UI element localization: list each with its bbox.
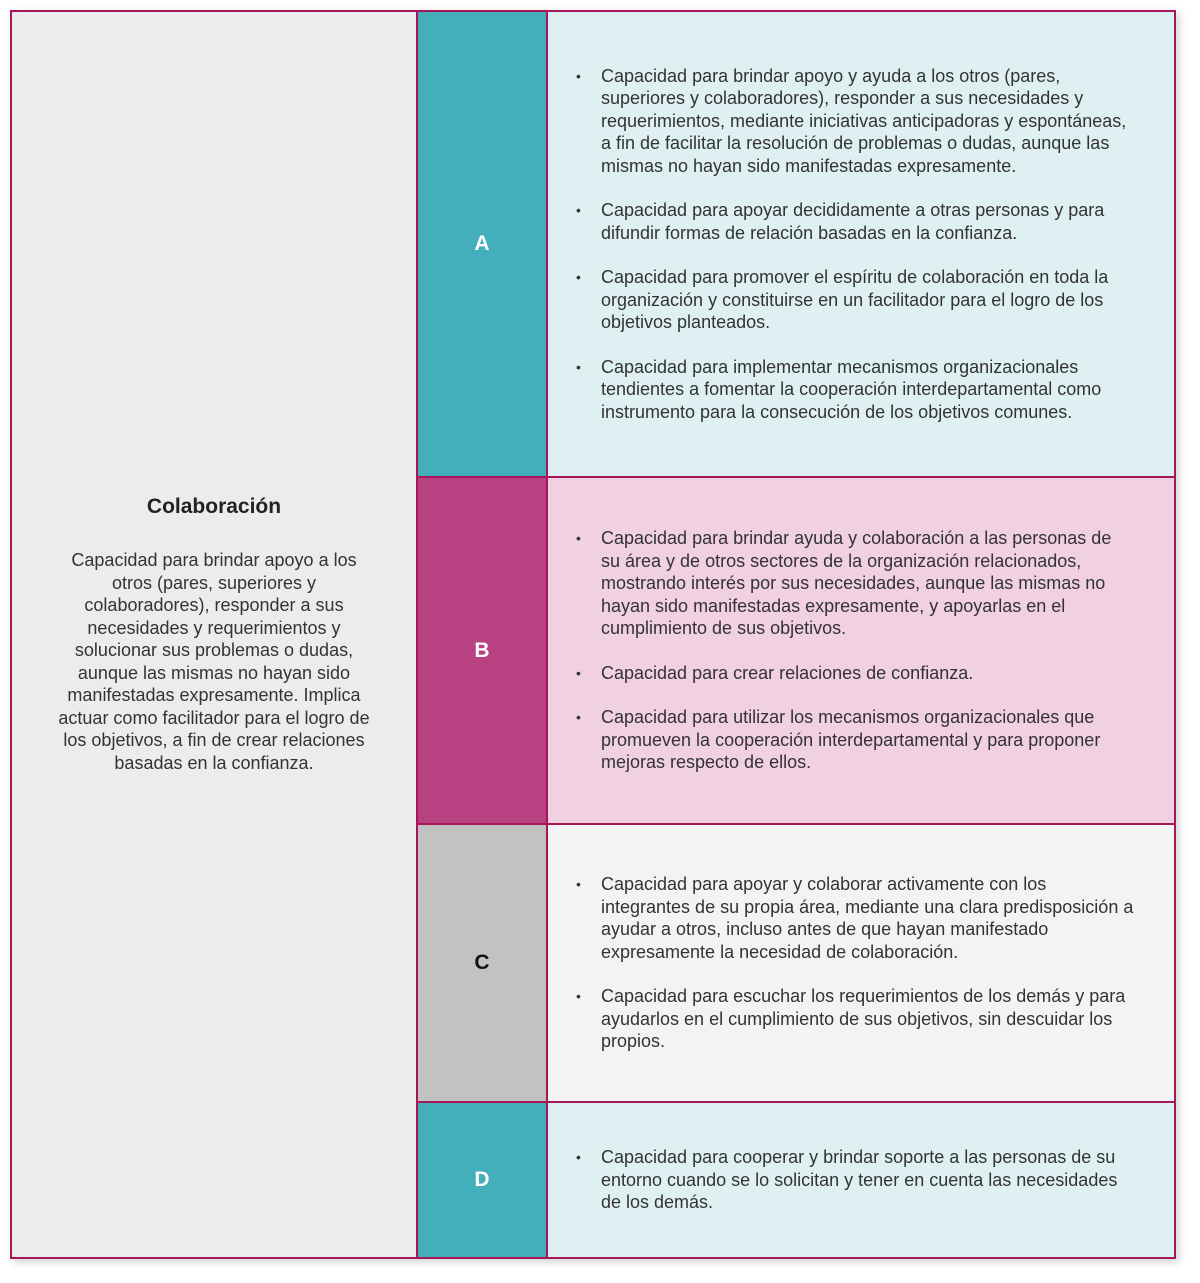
bullet-text: Capacidad para apoyar decididamente a otras personas y para difundir formas de relación basadas en la confianza. [601,200,1105,243]
bullet-list-b [576,527,1134,774]
bullet-dot-icon: • [576,664,581,681]
level-label-d: D [418,1103,548,1257]
competency-summary [12,12,418,1257]
bullet-item [576,873,1134,963]
bullet-text: Capacidad para brindar ayuda y colaboración a las personas de su área y de otros sectores de la organización relacionados, mostrando interés por sus necesidades, aunque las mismas no hayan sido manifestadas expresamente, y apoyarlas en el cumplimiento de sus objetivos. [601,528,1112,639]
bullet-item [576,356,1134,424]
bullet-item [576,1146,1134,1214]
bullet-dot-icon: • [576,876,581,893]
bullet-item [576,662,1134,685]
bullet-text: Capacidad para utilizar los mecanismos organizacionales que promueven la cooperación interdepartamental y para proponer mejoras respecto de ellos. [601,707,1101,773]
bullet-text: Capacidad para promover el espíritu de colaboración en toda la organización y constituirse en un facilitador para el logro de los objetivos planteados. [601,267,1109,333]
bullet-dot-icon: • [576,988,581,1005]
bullet-item [576,65,1134,178]
bullet-list-c [576,873,1134,1053]
bullet-item [576,266,1134,334]
bullet-item [576,706,1134,774]
level-content-c [548,825,1174,1101]
levels-area [418,12,1174,1257]
level-row-b [418,478,1174,825]
bullet-list-d [576,1146,1134,1214]
level-row-c [418,825,1174,1103]
bullet-text: Capacidad para brindar apoyo y ayuda a los otros (pares, superiores y colaboradores), responder a sus necesidades y requerimientos, mediante iniciativas anticipadoras y espontáneas, a fin de facilitar la resolución de problemas o dudas, aunque las mismas no hayan sido manifestadas expresamente. [601,65,1127,176]
bullet-text: Capacidad para apoyar y colaborar activamente con los integrantes de su propia área, mediante una clara predisposición a ayudar a otros, incluso antes de que hayan manifestado expresamente la necesidad de colaboración. [601,874,1134,962]
bullet-dot-icon: • [576,1149,581,1166]
level-content-a [548,12,1174,476]
bullet-text: Capacidad para escuchar los requerimientos de los demás y para ayudarlos en el cumplimiento de sus objetivos, sin descuidar los propios. [601,986,1126,1052]
bullet-dot-icon: • [576,358,581,375]
level-row-d [418,1103,1174,1257]
level-content-d [548,1103,1174,1257]
level-row-a [418,12,1174,478]
level-content-b [548,478,1174,823]
competency-title: Colaboración [146,495,282,518]
bullet-item [576,199,1134,244]
bullet-list-a [576,65,1134,424]
bullet-dot-icon: • [576,67,581,84]
bullet-dot-icon: • [576,269,581,286]
bullet-dot-icon: • [576,202,581,219]
bullet-item [576,985,1134,1053]
bullet-text: Capacidad para cooperar y brindar soporte a las personas de su entorno cuando se lo solicitan y tener en cuenta las necesidades de los demás. [601,1147,1118,1213]
competency-table [10,10,1176,1259]
bullet-item [576,527,1134,640]
level-label-a: A [418,12,548,476]
bullet-text: Capacidad para crear relaciones de confianza. [601,662,974,683]
level-label-c: C [418,825,548,1101]
level-label-b: B [418,478,548,823]
bullet-text: Capacidad para implementar mecanismos organizacionales tendientes a fomentar la cooperación interdepartamental como instrumento para la consecución de los objetivos comunes. [601,356,1102,422]
bullet-dot-icon: • [576,709,581,726]
competency-description: Capacidad para brindar apoyo a los otros (pares, superiores y colaboradores), responder a sus necesidades y requerimientos y solucionar sus problemas o dudas, aunque las mismas no hayan sido manifestadas expresamente. Implica actuar como facilitador para el logro de los objetivos, a fin de crear relaciones basadas en la confianza. [58,550,370,773]
bullet-dot-icon: • [576,530,581,547]
